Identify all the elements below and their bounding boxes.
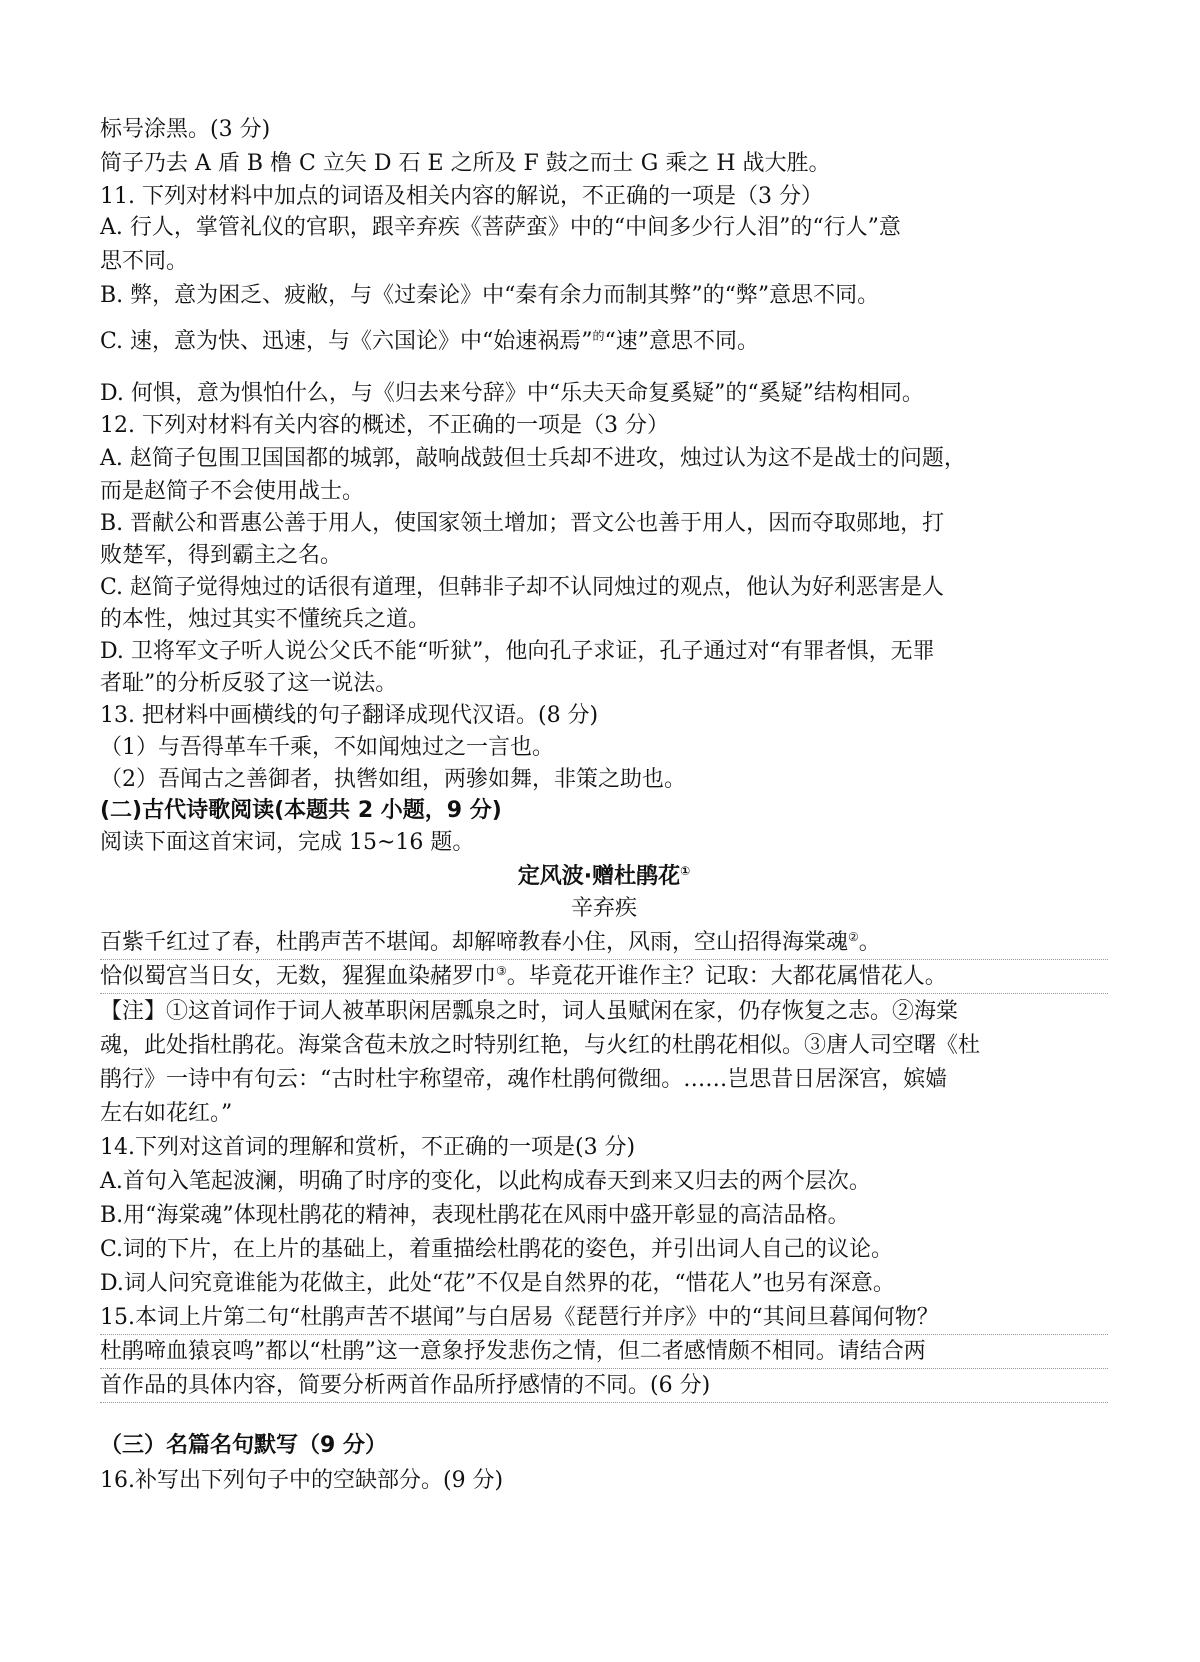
q12-option-c-2: 的本性，烛过其实不懂统兵之道。 [100,607,431,632]
poem-line-2 [100,961,1108,994]
poem-title-text: 定风波·赠杜鹃花 [517,864,681,889]
question-12: 12. 下列对材料有关内容的概述，不正确的一项是（3 分） [100,413,669,438]
poem-line-1-end: 。 [858,930,881,955]
poem-line-2-text: 恰似蜀宫当日女，无数，猩猩血染赭罗巾 [100,964,497,989]
q11-option-c-sup: 的 [592,329,605,343]
q12-option-a-1: A. 赵简子包围卫国国都的城郭，敲响战鼓但士兵却不进攻，烛过认为这不是战士的问题， [100,446,966,471]
note-line-2: 魂，此处指杜鹃花。海棠含苞未放之时特别红艳，与火红的杜鹃花相似。③唐人司空曙《杜 [100,1033,981,1058]
q14-option-c: C.词的下片，在上片的基础上，着重描绘杜鹃花的姿色，并引出词人自己的议论。 [100,1237,894,1262]
question-15-line-3: 首作品的具体内容，简要分析两首作品所抒感情的不同。(6 分) [100,1370,1108,1403]
q13-item-2: （2）吾闻古之善御者，执辔如组，两骖如舞，非策之助也。 [100,767,686,792]
line-l1: 标号涂黑。(3 分) [100,117,271,142]
q11-option-c-text-end: “速”意思不同。 [604,329,760,354]
q14-option-d: D.词人问究竟谁能为花做主，此处“花”不仅是自然界的花，“惜花人”也另有深意。 [100,1271,895,1296]
q13-item-1: （1）与吾得革车千乘，不如闻烛过之一言也。 [100,735,554,760]
section-2-intro: 阅读下面这首宋词，完成 15~16 题。 [100,830,475,855]
question-15-line-1: 15.本词上片第二句“杜鹃声苦不堪闻”与白居易《琵琶行并序》中的“其间旦暮闻何物？ [100,1302,1108,1335]
q12-option-a-2: 而是赵简子不会使用战士。 [100,479,365,504]
poem-line-1-sup: ② [848,930,859,944]
poem-line-1 [100,927,1108,960]
poem-line-1-text: 百紫千红过了春，杜鹃声苦不堪闻。却解啼教春小住，风雨，空山招得海棠魂 [100,930,849,955]
question-11: 11. 下列对材料中加点的词语及相关内容的解说，不正确的一项是（3 分） [100,184,823,209]
q12-option-b-1: B. 晋献公和晋惠公善于用人，使国家领土增加；晋文公也善于用人，因而夺取郧地，打 [100,511,945,536]
question-16: 16.补写出下列句子中的空缺部分。(9 分) [100,1468,504,1493]
section-3-heading: （三）名篇名句默写（9 分） [100,1433,387,1458]
note-line-3: 鹃行》一诗中有句云：“古时杜宇称望帝，魂作杜鹃何微细。……岂思昔日居深宫，嫔嫱 [100,1067,948,1092]
q12-option-c-1: C. 赵简子觉得烛过的话很有道理，但韩非子却不认同烛过的观点，他认为好利恶害是人 [100,575,945,600]
q12-option-d-2: 者耻”的分析反驳了这一说法。 [100,671,398,696]
section-2-heading: (二)古代诗歌阅读(本题共 2 小题，9 分) [100,798,502,823]
note-line-4: 左右如花红。” [100,1101,233,1126]
q11-option-a-2: 思不同。 [100,249,189,274]
q14-option-b: B.用“海棠魂”体现杜鹃花的精神，表现杜鹃花在风雨中盛开彰显的高洁品格。 [100,1203,850,1228]
poem-title-sup: ① [680,864,691,878]
q12-option-d-1: D. 卫将军文子听人说公父氏不能“听狱”，他向孔子求证，孔子通过对“有罪者惧，无罪 [100,639,935,664]
q11-option-b: B. 弊，意为困乏、疲敝，与《过秦论》中“秦有余力而制其弊”的“弊”意思不同。 [100,283,880,308]
q11-option-c [100,326,1108,358]
q11-option-d: D. 何惧，意为惧怕什么，与《归去来兮辞》中“乐夫天命复奚疑”的“奚疑”结构相同。 [100,381,924,406]
line-l2: 简子乃去 A 盾 B 橹 C 立矢 D 石 E 之所及 F 鼓之而士 G 乘之 H 战大胜。 [100,151,831,176]
poem-title [100,861,1108,893]
poem-author: 辛弃疾 [570,896,637,921]
question-14: 14.下列对这首词的理解和赏析，不正确的一项是(3 分) [100,1135,636,1160]
q12-option-b-2: 败楚军，得到霸主之名。 [100,543,343,568]
question-13: 13. 把材料中画横线的句子翻译成现代汉语。(8 分) [100,703,599,728]
poem-line-2-end: 。毕竟花开谁作主？记取：大都花属惜花人。 [506,964,947,989]
q11-option-c-text: C. 速，意为快、迅速，与《六国论》中“始速祸焉” [100,329,593,354]
note-line-1: 【注】①这首词作于词人被革职闲居瓢泉之时，词人虽赋闲在家，仍存恢复之志。②海棠 [100,999,959,1024]
question-15-line-2: 杜鹃啼血猿哀鸣”都以“杜鹃”这一意象抒发悲伤之情，但二者感情颇不相同。请结合两 [100,1336,1108,1369]
q14-option-a: A.首句入笔起波澜，明确了时序的变化，以此构成春天到来又归去的两个层次。 [100,1169,871,1194]
q11-option-a-1: A. 行人，掌管礼仪的官职，跟辛弃疾《菩萨蛮》中的“中间多少行人泪”的“行人”意 [100,215,901,240]
poem-line-2-sup: ③ [496,964,507,978]
